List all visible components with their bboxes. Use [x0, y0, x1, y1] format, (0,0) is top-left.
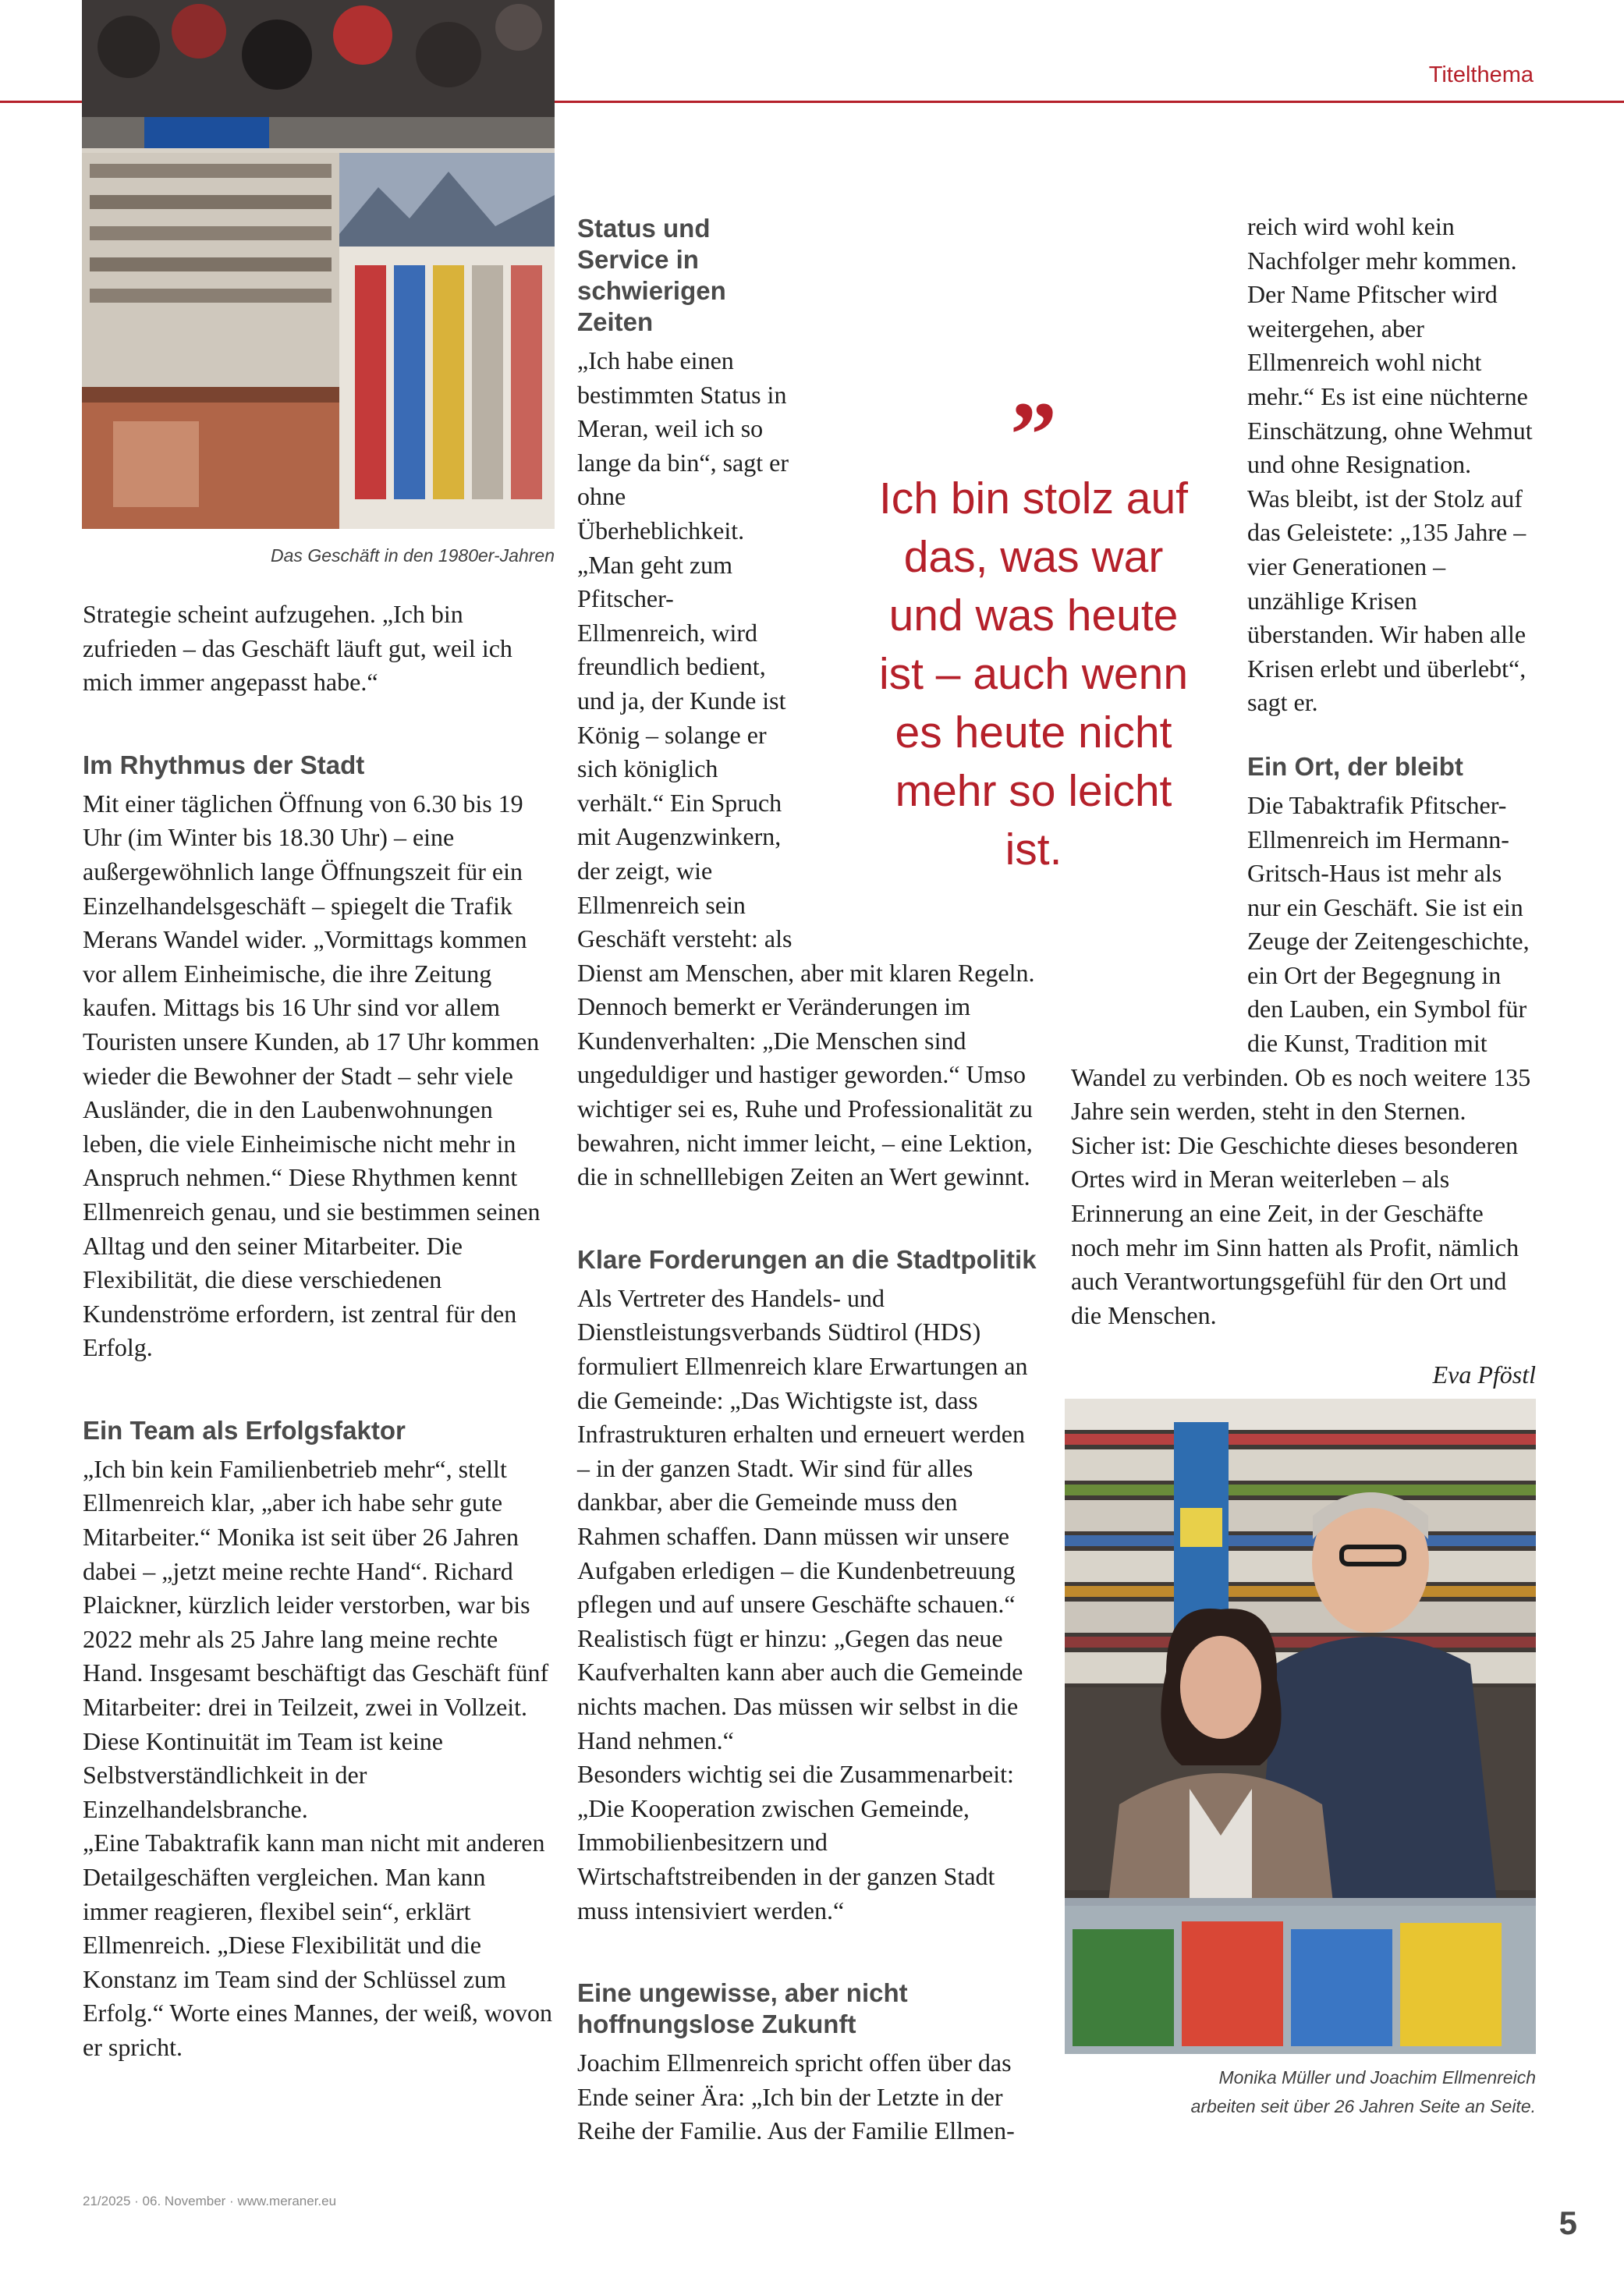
col1-paragraph-3: „Ich bin kein Familienbetrieb mehr“, stellt Ellmenreich klar, „aber ich habe sehr gute Mitarbeiter.“ Monika ist seit über 26 Jahren dabei – „jetzt meine rechte Hand“. Richard Plaickner, kürzlich leider verstorben, war bis 2022 mehr als 25 Jahre lang meine rechte Hand. Insgesamt beschäftigt das Geschäft fünf Mitarbeiter: drei in Teilzeit, zwei in Vollzeit. Diese Kontinuität im Team ist keine Selbstverständlichkeit in der Einzelhandelsbranche.	[83, 1454, 549, 1823]
col2-paragraph-4: Besonders wichtig sei die Zusammenarbeit: „Die Kooperation zwischen Gemeinde, Immobilienbesitzern und Wirtschaftstreibenden in der ganzen Stadt muss intensiviert werden.“	[577, 1760, 1014, 1924]
section-label: Titelthema	[1428, 62, 1534, 87]
quote-mark-icon: ”	[1010, 382, 1057, 486]
author-byline: Eva Pföstl	[1432, 1360, 1536, 1389]
col2-paragraph-1: „Ich habe einen bestimmten Status in Meran, weil ich so lange da bin“, sagt er ohne Überheblichkeit.	[577, 346, 789, 545]
column-3	[1071, 210, 1536, 1389]
col1-paragraph-1: Strategie scheint aufzugehen. „Ich bin zufrieden – das Geschäft läuft gut, weil ich mich immer angepasst habe.“	[83, 600, 512, 697]
col3-paragraph-2: Was bleibt, ist der Stolz auf das Geleistete: „135 Jahre – vier Generationen – unzählige Krisen überstanden. Wir haben alle Krisen erlebt und überlebt“, sagt er.	[1247, 484, 1526, 717]
col3-paragraph-3: Die Tabaktrafik Pfitscher-Ellmenreich im Hermann-Gritsch-Haus ist mehr als nur ein Geschäft. Sie ist ein Zeuge der Zeitengeschichte, ein Ort der Begegnung in den Lauben, ein Symbol für die Kunst, Tradition mit Wandel zu verbinden. Ob es noch weitere 135 Jahre sein werden, steht in den Sternen. Sicher ist: Die Geschichte dieses besonderen Ortes wird in Meran weiterleben – als Erinnerung an eine Zeit, in der Geschäfte noch mehr im Sinn hatten als Profit, nämlich auch Verantwortungsgefühl für den Ort und die Menschen.	[1071, 790, 1531, 1329]
column-2	[577, 213, 1041, 2148]
col3-paragraph-1: reich wird wohl kein Nachfolger mehr kommen. Der Name Pfitscher wird weitergehen, aber Ellmenreich wohl nicht mehr.“ Es ist eine nüchterne Einschätzung, ohne Wehmut und ohne Resignation.	[1247, 212, 1533, 479]
quote-wrap-space	[797, 213, 1041, 931]
heading-status: Status und Service in schwierigen Zeiten	[577, 214, 726, 336]
shop-1980s-photo	[82, 0, 555, 529]
col1-paragraph-2: Mit einer täglichen Öffnung von 6.30 bis 19 Uhr (im Winter bis 18.30 Uhr) – eine außergewöhnlich lange Öffnungszeit für ein Einzelhandelsgeschäft – spiegelt die Trafik Merans Wandel wider. „Vormittags kommen vor allem Einheimische, die ihre Zeitung kaufen. Mittags bis 16 Uhr sind vor allem Touristen unsere Kunden, ab 17 Uhr kommen wieder die Bewohner der Stadt – sehr viele Ausländer, die in den Laubenwohnungen leben, die viele Einheimische nicht mehr in Anspruch nehmen.“ Diese Rhythmen kennt Ellmenreich genau, und sie bestimmen seinen Alltag und den seiner Mitarbeiter. Die Flexibilität, die diese verschiedenen Kundenströme erfordern, ist zentral für den Erfolg.	[83, 789, 541, 1362]
col1-paragraph-4: „Eine Tabaktrafik kann man nicht mit anderen Detailgeschäften vergleichen. Man kann immer reagieren, flexibel sein“, erklärt Ellmenreich. „Diese Flexibilität und die Konstanz im Team sind der Schlüssel zum Erfolg.“ Worte eines Mannes, der weiß, wovon er spricht.	[83, 1829, 552, 2061]
col2-paragraph-2: „Man geht zum Pfitscher-Ellmenreich, wird freundlich bedient, und ja, der Kunde ist König – solange er sich königlich verhält.“ Ein Spruch mit Augenzwinkern, der zeigt, wie Ellmenreich sein Geschäft versteht: als Dienst am Menschen, aber mit klaren Regeln. Dennoch bemerkt er Veränderungen im Kundenverhalten: „Die Menschen sind ungeduldiger und hastiger geworden.“ Umso wichtiger sei es, Ruhe und Professionalität zu bewahren, nicht immer leicht, – eine Lektion, die in schnelllebigen Zeiten an Wert gewinnt.	[577, 550, 1035, 1191]
quote-wrap-space	[1071, 346, 1247, 1033]
issue-footer: 21/2025 · 06. November · www.meraner.eu	[83, 2194, 337, 2208]
top-photo-caption: Das Geschäft in den 1980er-Jahren	[271, 545, 555, 566]
bottom-photo-caption: Monika Müller und Joachim Ellmenreich arbeiten seit über 26 Jahren Seite an Seite.	[1190, 2067, 1536, 2116]
col2-paragraph-5: Joachim Ellmenreich spricht offen über das Ende seiner Ära: „Ich bin der Letzte in der Reihe der Familie. Aus der Familie Ellmen-	[577, 2049, 1015, 2145]
heading-rhythmus: Im Rhythmus der Stadt	[83, 750, 365, 779]
pull-quote-text: Ich bin stolz auf das, was war und was heute ist – auch wenn es heute nicht mehr so leicht ist.	[878, 474, 1189, 874]
heading-team: Ein Team als Erfolgsfaktor	[83, 1415, 406, 1445]
page-number: 5	[1558, 2205, 1577, 2241]
column-1	[83, 598, 554, 2065]
portrait-photo	[1065, 1399, 1536, 2054]
col2-paragraph-3: Als Vertreter des Handels- und Dienstleistungsverbands Südtirol (HDS) formuliert Ellmenreich klare Erwartungen an die Gemeinde: „Das Wichtigste ist, dass Infrastrukturen erhalten und erneuert werden – in der ganzen Stadt. Wir sind für alles dankbar, aber die Gemeinde muss den Rahmen schaffen. Dann müssen wir unsere Aufgaben erledigen – die Kundenbetreuung pflegen und auf unsere Geschäfte schauen.“ Realistisch fügt er hinzu: „Gegen das neue Kaufverhalten kann aber auch die Gemeinde nichts machen. Das müssen wir selbst in die Hand nehmen.“	[577, 1283, 1028, 1754]
heading-forderungen: Klare Forderungen an die Stadtpolitik	[577, 1244, 1037, 1274]
heading-zukunft: Eine ungewisse, aber nicht hoffnungslose Zukunft	[577, 1978, 908, 2039]
heading-ort: Ein Ort, der bleibt	[1247, 751, 1463, 781]
